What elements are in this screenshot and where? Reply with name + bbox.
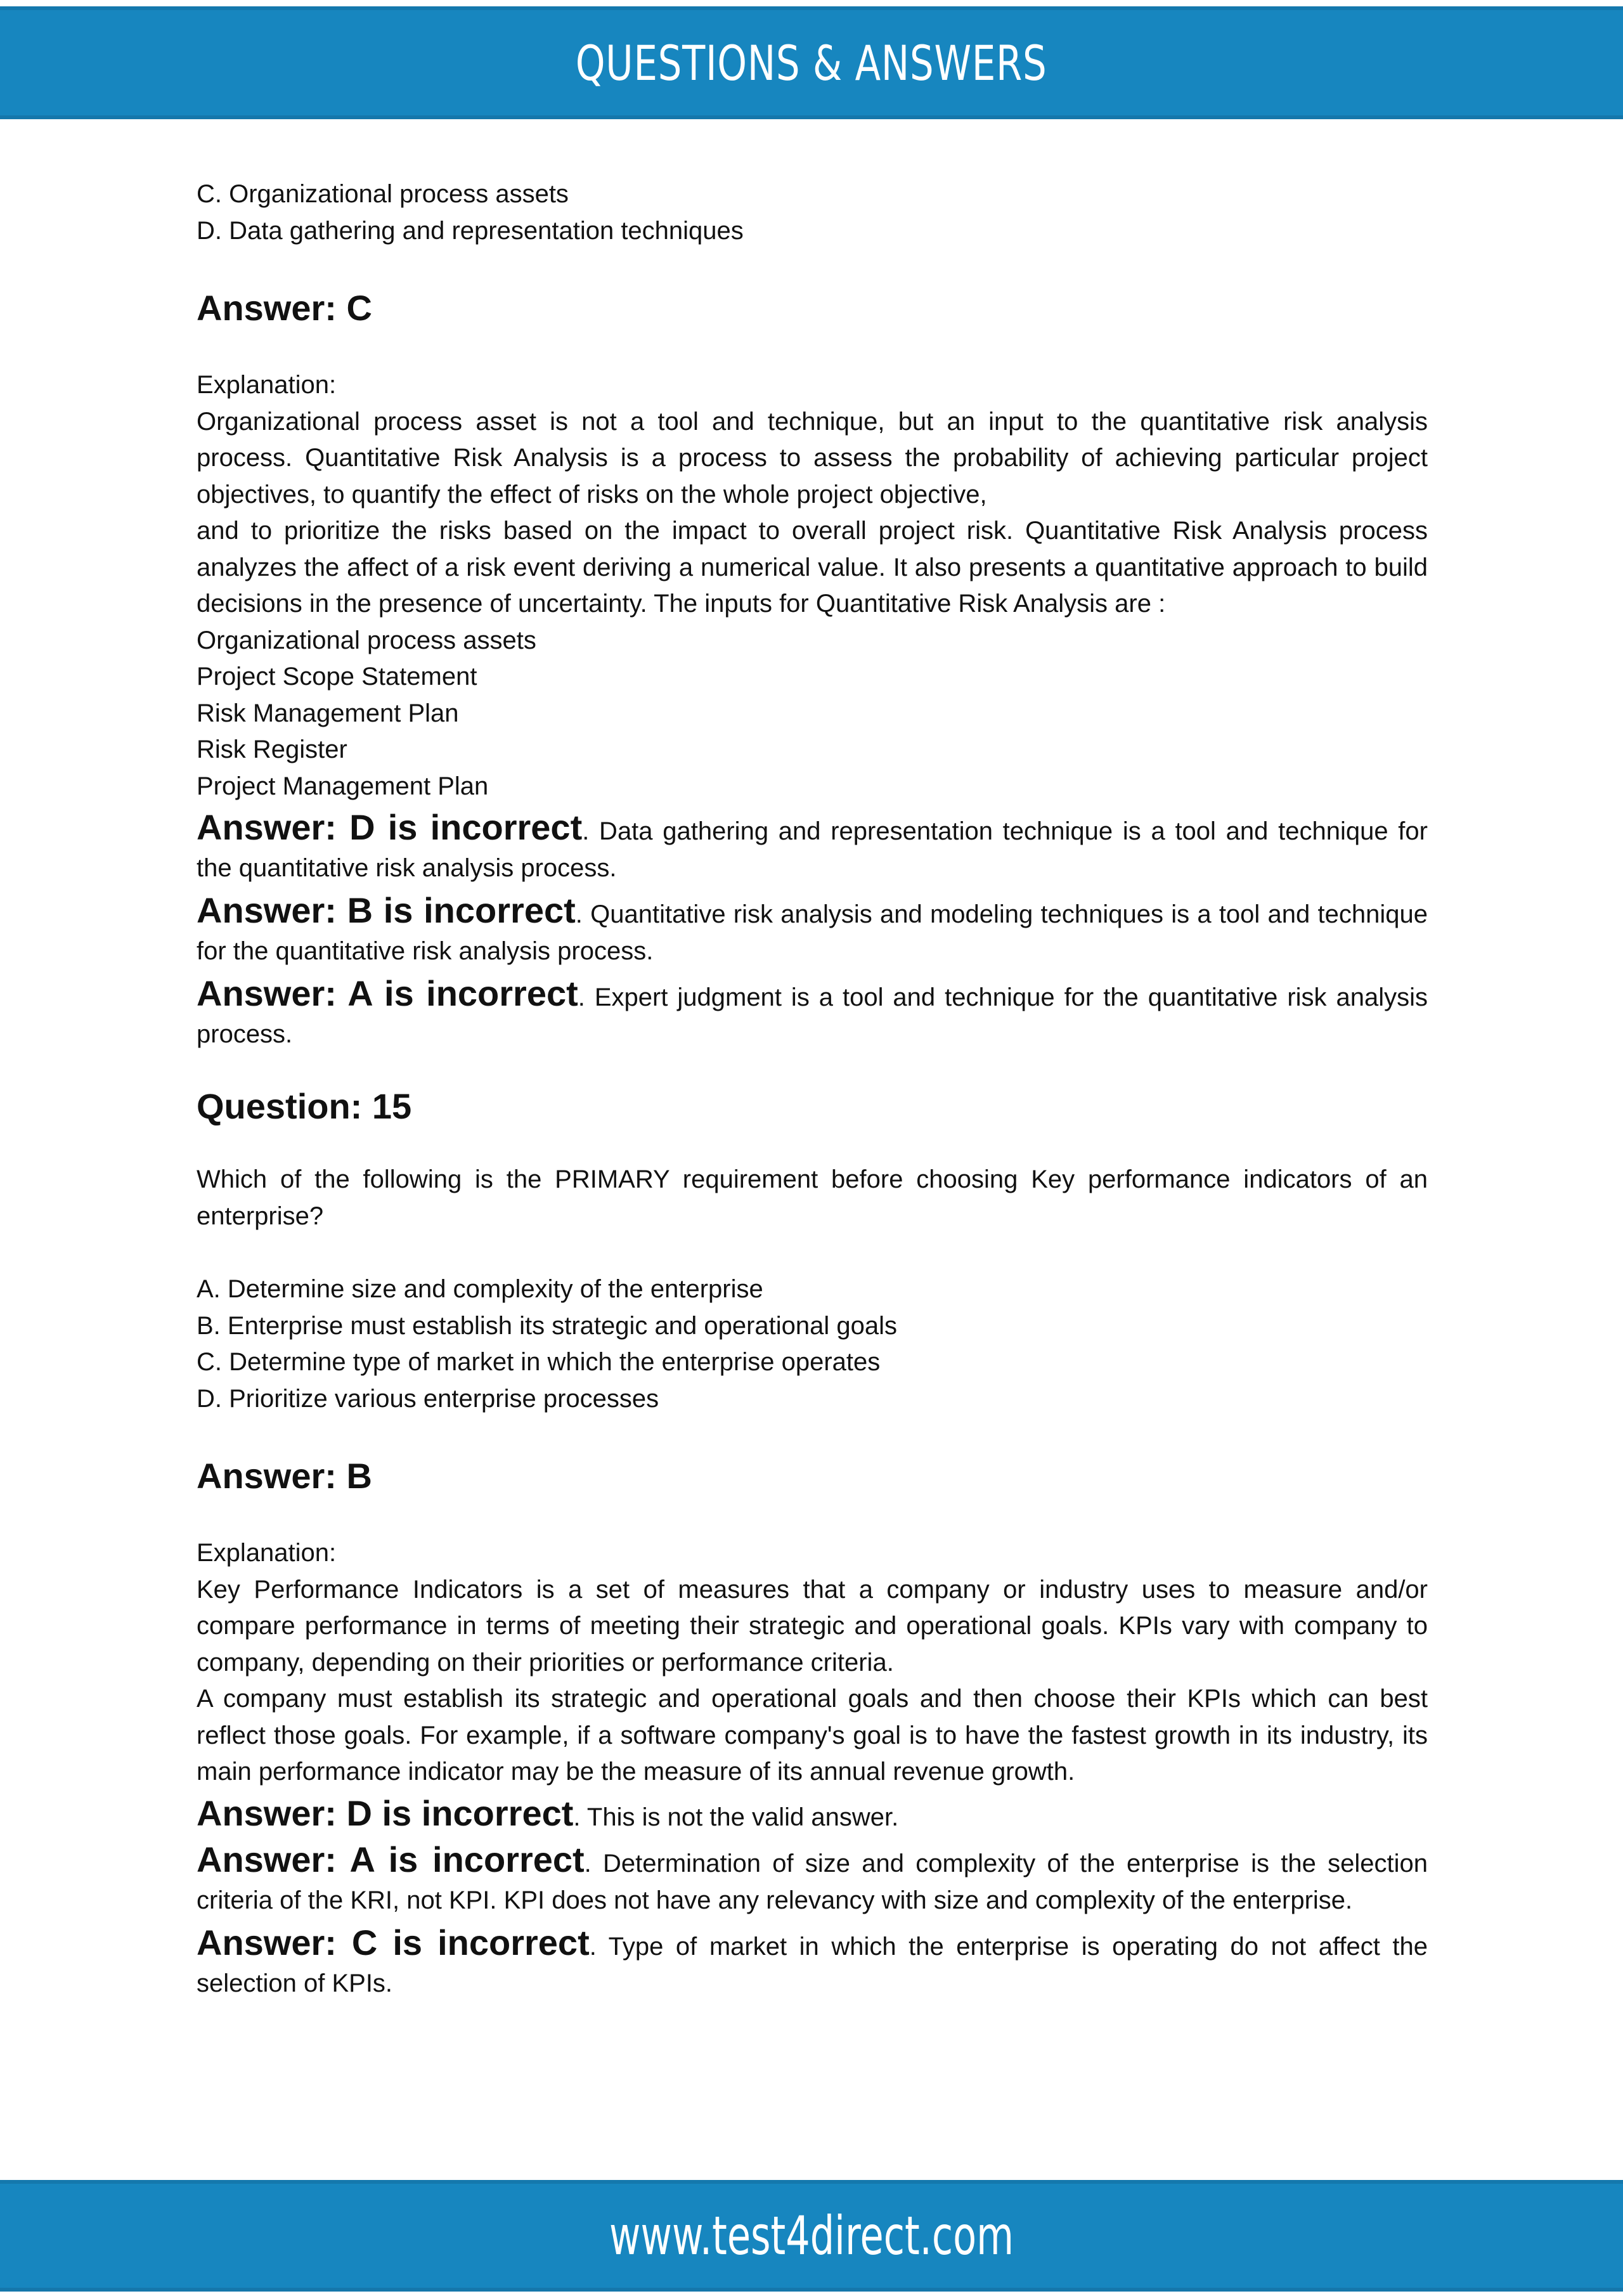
explanation-text: Key Performance Indicators is a set of measures that a company or industry uses to measure and/or compare performance in terms of meeting their strategic and operational goals. KPIs vary with company to company, depending on their priorities or performance criteria. [197, 1575, 1428, 1677]
answer-heading: Answer: B [197, 1456, 372, 1496]
footer-banner [0, 2180, 1623, 2292]
incorrect-answer-note: Answer: B is incorrect. Quantitative risk analysis and modeling techniques is a tool and technique for the quantitative risk analysis process. [197, 890, 1428, 965]
incorrect-answer-note: Answer: D is incorrect. This is not the valid answer. [197, 1793, 899, 1833]
explanation-label: Explanation: [197, 1539, 337, 1567]
footer-url[interactable]: www.test4direct.com [609, 2205, 1014, 2267]
incorrect-answer-note: Answer: D is incorrect. Data gathering and representation technique is a tool and technique for the quantitative risk analysis process. [197, 807, 1428, 882]
explanation-text: Organizational process asset is not a tool and technique, but an input to the quantitative risk analysis process. Quantitative Risk Analysis is a process to assess the probability of achieving particular project objectives, to quantify the effect of risks on the whole project objective, [197, 407, 1428, 509]
explanation-text-2: and to prioritize the risks based on the impact to overall project risk. Quantitative Risk Analysis process analyzes the affect of a risk event deriving a numerical value. It also presents a quantitative approach to build decisions in the presence of uncertainty. The inputs for Quantitative Risk Analysis are : [197, 517, 1428, 618]
input-item: Risk Management Plan [197, 699, 459, 727]
incorrect-label: Answer: D is incorrect [197, 1793, 574, 1833]
input-item: Project Scope Statement [197, 663, 477, 691]
explanation-text-2: A company must establish its strategic and operational goals and then choose their KPIs which can best reflect those goals. For example, if a software company's goal is to have the fastest growth in its industry, its main performance indicator may be the measure of its annual revenue growth. [197, 1685, 1428, 1786]
option-c: C. Organizational process assets [197, 180, 569, 208]
option-b: B. Enterprise must establish its strategic and operational goals [197, 1311, 898, 1340]
input-item: Project Management Plan [197, 772, 489, 800]
header-banner [0, 6, 1623, 119]
incorrect-label: Answer: B is incorrect [197, 890, 576, 930]
option-d: D. Prioritize various enterprise processes [197, 1384, 659, 1413]
explanation-label: Explanation: [197, 371, 337, 399]
header-title: QUESTIONS & ANSWERS [576, 34, 1047, 91]
answer-heading: Answer: C [197, 288, 372, 328]
option-d: D. Data gathering and representation techniques [197, 216, 744, 245]
input-item: Organizational process assets [197, 626, 536, 654]
option-c: C. Determine type of market in which the enterprise operates [197, 1348, 881, 1376]
input-item: Risk Register [197, 736, 347, 763]
incorrect-label: Answer: C is incorrect [197, 1923, 590, 1962]
incorrect-answer-note: Answer: C is incorrect. Type of market in which the enterprise is operating do not affect the selection of KPIs. [197, 1923, 1428, 1997]
question-title: Question: 15 [197, 1086, 412, 1126]
incorrect-label: Answer: A is incorrect [197, 973, 578, 1013]
page-content [197, 176, 1428, 2002]
incorrect-label: Answer: D is incorrect [197, 807, 583, 847]
incorrect-answer-note: Answer: A is incorrect. Determination of size and complexity of the enterprise is the selection criteria of the KRI, not KPI. KPI does not have any relevancy with size and complexity of the enterprise. [197, 1839, 1428, 1914]
question-text: Which of the following is the PRIMARY requirement before choosing Key performance indicators of an enterprise? [197, 1165, 1428, 1230]
incorrect-label: Answer: A is incorrect [197, 1839, 585, 1879]
incorrect-answer-note: Answer: A is incorrect. Expert judgment is a tool and technique for the quantitative risk analysis process. [197, 973, 1428, 1048]
option-a: A. Determine size and complexity of the enterprise [197, 1275, 763, 1303]
